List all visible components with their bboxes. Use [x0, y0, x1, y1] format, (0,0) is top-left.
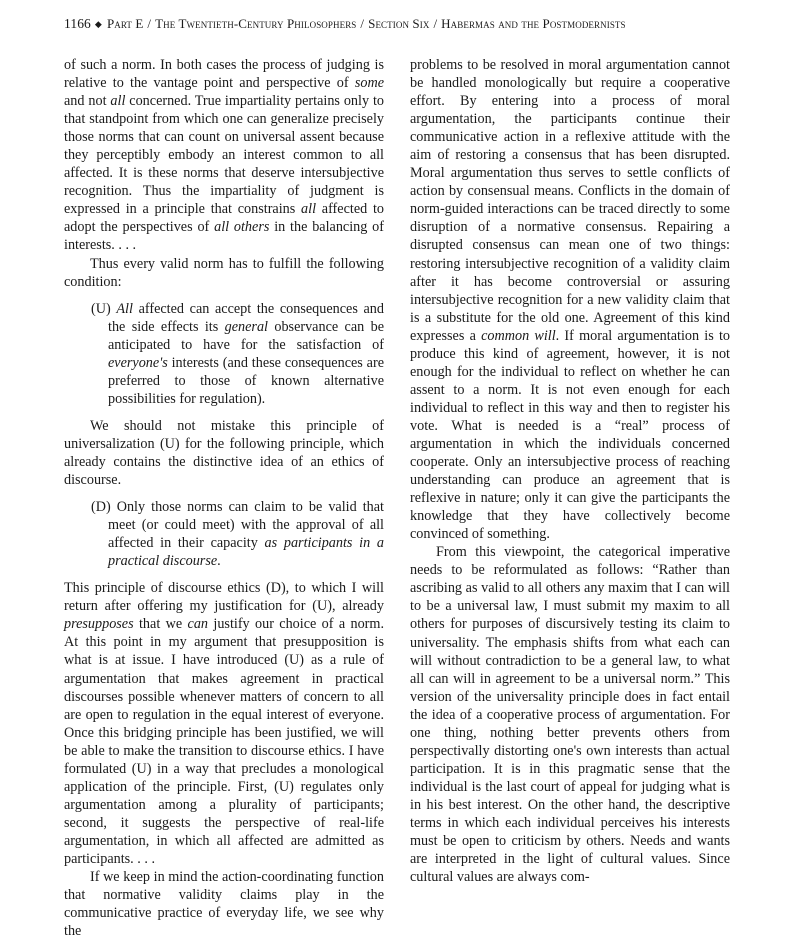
paragraph — [64, 56, 384, 255]
paragraph: From this viewpoint, the categorical imperative needs to be reformulated as follows: “Rather than ascribing as valid to all others any maxim that I can will to be a universal law, I must submit my maxim to all others for purposes of discursively testing its claim to universality. The emphasis shifts from what each can will without contradiction to be a general law, to what all can will in agreement to be a universal norm.” This version of the universality principle does in fact entail the idea of a cooperative process of argumentation. For one thing, nothing better prevents others from perspectivally distorting one's own interests than actual participation. It is in this pragmatic sense that the individual is the last court of appeal for judging what is in his best interest. On the other hand, the descriptive terms in which each individual perceives his interests must be open to criticism by others. Needs and wants are interpreted in the light of cultural values. Since cultural values are always com- — [410, 544, 730, 886]
diamond-icon: ◆ — [94, 19, 102, 29]
right-column — [410, 56, 730, 886]
header-chapter: Habermas and the Postmodernists — [441, 16, 626, 31]
emphasis: all — [301, 201, 317, 218]
text-run: (D) Only those norms can claim to be valid that meet (or could meet) with the approval of all affected in their capacity — [91, 499, 384, 552]
text-run: . If moral argumentation is to produce this kind of agreement, however, it is not enough for the individual to reflect on whether he can assent to a norm. It is not even enough for each individual to reflect in this way and then to register his vote. What is needed is a “real” process of argumentation in which the individuals concerned cooperate. Only an intersubjective process of reaching understanding can produce an agreement that is reflexive in nature; only it can give the participants the knowledge that they have collectively become convinced of something. — [410, 327, 731, 543]
paragraph: We should not mistake this principle of universalization (U) for the following principle, which already contains the distinctive idea of an ethics of discourse. — [64, 417, 384, 489]
page-number: 1166 — [64, 16, 91, 31]
running-header — [64, 16, 734, 32]
condition-u — [91, 300, 384, 408]
text-run: in the balancing of interests. . . . — [64, 219, 385, 254]
paragraph: Thus every valid norm has to fulfill the following condition: — [64, 255, 384, 290]
header-section: Section Six — [368, 16, 430, 31]
text-run: that we — [133, 616, 188, 633]
header-separator: / — [360, 16, 365, 31]
emphasis: common will — [481, 327, 556, 344]
text-run: This principle of discourse ethics (D), to which I will return after offering my justification for (U), already — [64, 580, 384, 615]
emphasis: general — [224, 318, 268, 335]
emphasis: can — [187, 616, 209, 633]
paragraph: If we keep in mind the action-coordinating function that normative validity claims play in the communicative practice of everyday life, we see why the — [64, 869, 384, 940]
text-run: problems to be resolved in moral argumentation cannot be handled monologically but require a cooperative effort. By entering into a process of moral argumentation, the participants continue their communicative action in a reflexive attitude with the aim of restoring a consensus that has been disrupted. Moral argumentation thus serves to settle conflicts of action by consensual means. Conflicts in the domain of norm-guided interactions can be traced directly to some disruption of a normative consensus. Repairing a disrupted consensus can mean one of two things: restoring intersubjective recognition of a validity claim after it has become controversial or assuring intersubjective recognition for a new validity claim that is a substitute for the old one. Agreement of this kind expresses a — [410, 57, 730, 344]
text-run: justify our choice of a norm. At this point in my argument that presupposition is what is at issue. I have introduced (U) as a rule of argumentation that makes agreement in practical discourses possible whenever matters of concern to all are open to regulation in the equal interest of everyone. Once this bridging principle has been justified, we will be able to make the transition to discourse ethics. I have formulated (U) in a way that precludes a monological application of the principle. First, (U) regulates only argumentation among a plurality of participants; second, it suggests the perspective of real-life argumentation, in which all affected are admitted as participants. . . . — [64, 616, 384, 867]
text-run: . — [217, 553, 221, 570]
header-part: Part E — [106, 16, 144, 31]
text-run: interests (and these consequences are preferred to those of known alternative possibilities for regulation). — [108, 354, 384, 407]
condition-d — [91, 498, 384, 570]
paragraph — [410, 56, 730, 543]
text-run: observance can be anticipated to have for the satisfaction of — [108, 318, 384, 353]
text-run: and not — [64, 93, 111, 110]
header-separator: / — [433, 16, 438, 31]
text-run: of such a norm. In both cases the process of judging is relative to the vantage point and perspective of — [64, 57, 384, 92]
emphasis: everyone's — [108, 354, 168, 371]
emphasis: all — [110, 93, 126, 110]
left-column — [64, 56, 384, 940]
text-run: affected can accept the consequences and the side effects its — [108, 300, 384, 335]
text-run: concerned. True impartiality pertains only to that standpoint from which one can generalize precisely those norms that can count on universal assent because they perceptibly embody an interest common to all affected. It is these norms that deserve intersubjective recognition. Thus the impartiality of judgment is expressed in a principle that constrains — [64, 93, 384, 218]
emphasis: presupposes — [64, 616, 134, 633]
emphasis: All — [116, 300, 133, 317]
emphasis: all others — [214, 219, 270, 236]
text-run: (U) — [91, 300, 117, 317]
header-book-title: The Twentieth-Century Philosophers — [155, 16, 357, 31]
text-run: affected to adopt the perspectives of — [64, 201, 384, 236]
paragraph — [64, 579, 384, 868]
emphasis: some — [354, 75, 384, 92]
header-separator: / — [147, 16, 152, 31]
emphasis: as participants in a practical discourse — [108, 535, 384, 570]
